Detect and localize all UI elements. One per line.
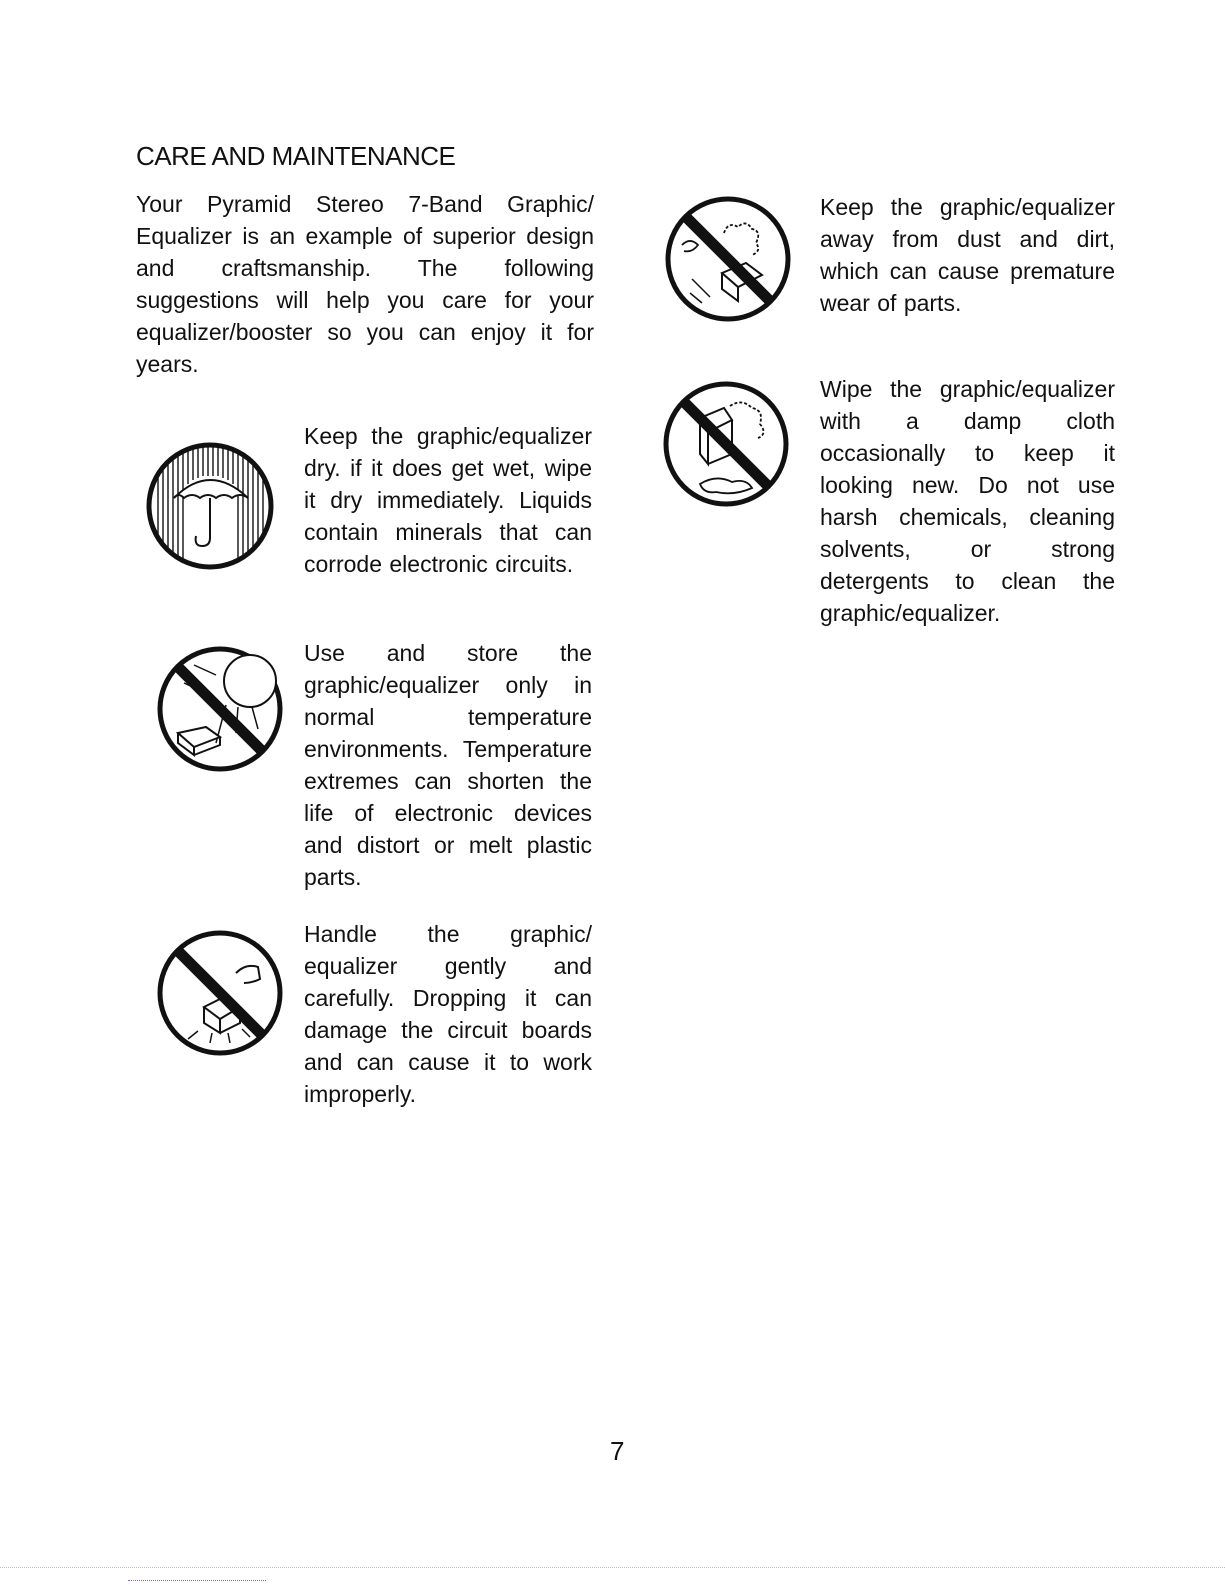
no-rain-umbrella-icon xyxy=(144,440,276,572)
intro-paragraph: Your Pyramid Stereo 7-Band Graphic/ Equalizer is an example of superior design and craftsmanship. The following suggestions will help you care for your equalizer/booster so you can enjoy it for years. xyxy=(136,191,594,377)
tip-wipe-damp-cloth: Wipe the graphic/equalizer with a damp cloth occasionally to keep it looking new. Do not use harsh chemicals, cleaning solvents, or strong detergents to clean the graphic/equalizer. xyxy=(820,376,1115,626)
no-chemicals-icon xyxy=(660,378,792,510)
scan-edge-divider xyxy=(0,1567,1225,1568)
section-title: CARE AND MAINTENANCE xyxy=(136,141,456,171)
tip-normal-temperature: Use and store the graphic/equalizer only in normal temperature environments. Temperature extremes can shorten the life of electronic devices and distort or melt plastic parts. xyxy=(304,640,592,890)
no-heat-sun-icon xyxy=(154,643,286,775)
tip-away-from-dust: Keep the graphic/equalizer away from dust and dirt, which can cause premature wear of parts. xyxy=(820,194,1115,316)
no-dust-icon xyxy=(662,193,794,325)
no-dropping-icon xyxy=(154,927,286,1059)
footer-rule xyxy=(128,1580,266,1581)
tip-keep-dry: Keep the graphic/equalizer dry. if it does get wet, wipe it dry immediately. Liquids contain minerals that can corrode electronic circuits. xyxy=(304,423,592,577)
tip-handle-gently: Handle the graphic/ equalizer gently and carefully. Dropping it can damage the circuit boards and can cause it to work improperly. xyxy=(304,921,592,1107)
page-number: 7 xyxy=(610,1436,625,1466)
